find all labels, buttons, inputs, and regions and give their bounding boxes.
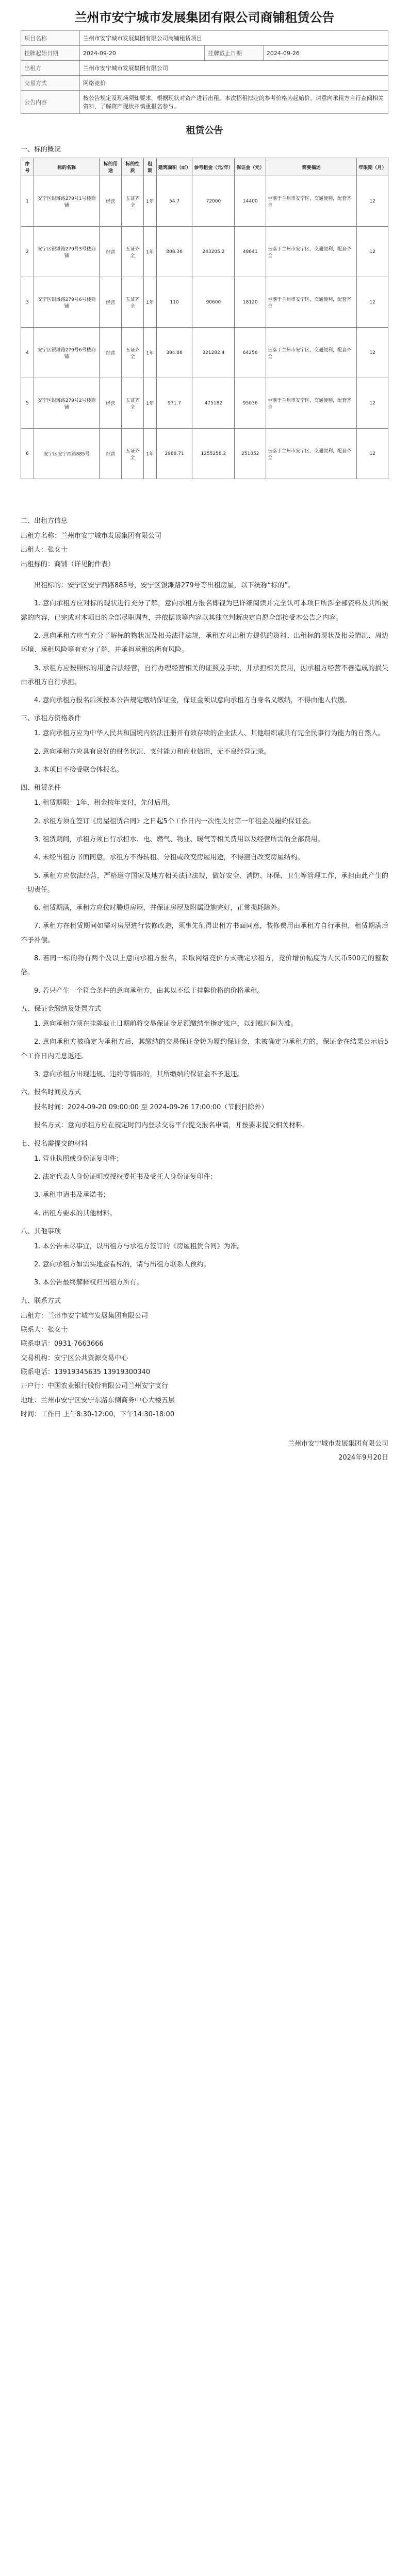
table-cell-desc: 坐落于兰州市安宁区，交通便利，配套齐全 <box>266 227 357 277</box>
section-heading: 三、承租方资格条件 <box>21 715 81 723</box>
table-cell-rent: 1255258.2 <box>192 429 235 479</box>
table-cell-no: 3 <box>21 277 34 328</box>
section-heading: 七、报名需提交的材料 <box>21 1140 88 1148</box>
table-row <box>21 328 388 378</box>
meta-row <box>21 46 388 61</box>
body-paragraph: 3. 本公告最终解释权归出租方所有。 <box>34 1279 143 1287</box>
meta-value: 按公告规定及现场须知要求，根据现状对资产进行出租。本次招租拟定的参考价格为起始价。请意向承租方自行查阅相关资料，了解资产现状并慎重报名参与。 <box>79 91 388 114</box>
col-header: 序号 <box>21 158 34 176</box>
table-cell-desc: 坐落于兰州市安宁区，交通便利，配套齐全 <box>266 429 357 479</box>
table-cell-no: 2 <box>21 227 34 277</box>
property-table <box>21 158 388 479</box>
meta-label: 出租方 <box>21 61 80 76</box>
table-cell-deposit: 64256 <box>235 328 266 378</box>
meta-row <box>21 91 388 114</box>
table-cell-nature: 五证齐全 <box>122 176 144 227</box>
contact-heading: 九、联系方式 <box>21 1297 61 1305</box>
col-header: 租期 <box>143 158 156 176</box>
body-paragraph: 1. 租赁期限：1年，租金按年支付，先付后用。 <box>34 799 174 807</box>
section-heading: 八、其他事项 <box>21 1227 61 1235</box>
body-paragraph: 3. 承租方应按照标的用途合法经营，自行办理经营相关的证照及手续，并承担相关费用，因承租方经营不善造成的损失由承租方自行承担。 <box>21 664 388 686</box>
table-row <box>21 176 388 227</box>
table-cell-rent: 321282.4 <box>192 328 235 378</box>
meta-value: 网络竞价 <box>79 76 388 91</box>
lessor-line: 出租标的：商铺（详见附件表） <box>21 560 115 568</box>
body-paragraph: 7. 承租方在租赁期间如需对房屋进行装修改造，须事先征得出租方书面同意，装修费用由承租方自行承担，租赁期满后不予补偿。 <box>21 922 388 944</box>
table-cell-rent: 72000 <box>192 176 235 227</box>
meta-label: 挂牌起始日期 <box>21 46 80 61</box>
table-cell-area: 110 <box>156 277 192 328</box>
body-paragraph: 2. 意向承租方如需实地查看标的，请与出租方联系人预约。 <box>34 1261 210 1269</box>
meta-label: 挂牌截止日期 <box>204 46 263 61</box>
meta-label: 公告内容 <box>21 91 80 114</box>
section-heading: 二、出租方信息 <box>21 517 68 526</box>
table-cell-no: 1 <box>21 176 34 227</box>
body-paragraph: 报名时间：2024-09-20 09:00:00 至 2024-09-26 17:00:00（节假日除外） <box>34 1104 268 1112</box>
table-cell-desc: 坐落于兰州市安宁区，交通便利，配套齐全 <box>266 378 357 429</box>
table-cell-name: 安宁区银滩路279号1号楼商铺 <box>34 176 100 227</box>
table-cell-name: 安宁区银滩路279号2号楼商铺 <box>34 378 100 429</box>
body-paragraph: 2. 意向承租方应具有良好的财务状况、支付能力和商业信用，无不良经营记录。 <box>34 748 271 756</box>
contact-line: 联系人：张女士 <box>21 1326 68 1334</box>
body-paragraph: 3. 租赁期间，承租方须自行承担水、电、燃气、物业、暖气等相关费用以及经营所需的全部费用。 <box>34 835 324 843</box>
body-paragraph: 3. 意向承租方出现违规、违约等情形的，其所缴纳的保证金不予退还。 <box>34 1070 244 1078</box>
table-cell-rent: 90600 <box>192 277 235 328</box>
section-heading: 五、保证金缴纳及处置方式 <box>21 1005 102 1013</box>
table-cell-nature: 五证齐全 <box>122 378 144 429</box>
contact-line: 联系电话：13919345635 13919300340 <box>21 1368 151 1376</box>
contact-line: 交易机构：安宁区公共资源交易中心 <box>21 1354 128 1362</box>
body-paragraph: 1. 本公告未尽事宜，以出租方与承租方签订的《房屋租赁合同》为准。 <box>34 1242 244 1250</box>
meta-value: 2024-09-20 <box>79 46 204 61</box>
table-cell-term: 1年 <box>143 378 156 429</box>
body-paragraph: 3. 本项目不接受联合体报名。 <box>34 766 123 774</box>
table-cell-area: 54.7 <box>156 176 192 227</box>
contact-line: 开户行：中国农业银行股份有限公司兰州安宁支行 <box>21 1382 169 1391</box>
table-cell-no: 4 <box>21 328 34 378</box>
col-header: 简要描述 <box>266 158 357 176</box>
body-paragraph: 报名方式：意向承租方应在规定时间内登录交易平台提交报名申请，并按要求提交相关材料。 <box>34 1122 309 1130</box>
body-paragraph: 4. 意向承租方报名后须按本公告规定缴纳保证金，保证金须以意向承租方自身名义缴纳，不得由他人代缴。 <box>34 697 351 705</box>
section-heading: 一、标的概况 <box>21 146 61 154</box>
col-header: 建筑面积（㎡） <box>156 158 192 176</box>
table-cell-months: 12 <box>357 227 388 277</box>
table-cell-area: 971.7 <box>156 378 192 429</box>
table-cell-nature: 五证齐全 <box>122 328 144 378</box>
section-heading: 四、租赁条件 <box>21 784 61 792</box>
table-cell-name: 安宁区安宁西路885号 <box>34 429 100 479</box>
table-cell-term: 1年 <box>143 176 156 227</box>
table-cell-nature: 五证齐全 <box>122 429 144 479</box>
col-header: 标的性质 <box>122 158 144 176</box>
contact-line: 地址：兰州市安宁区安宁东路东侧商务中心大楼五层 <box>21 1396 175 1404</box>
table-row <box>21 277 388 328</box>
lessor-line: 出租人：张女士 <box>21 546 68 554</box>
table-cell-deposit: 14400 <box>235 176 266 227</box>
table-cell-use: 经营 <box>100 378 122 429</box>
table-cell-deposit: 95036 <box>235 378 266 429</box>
body-paragraph: 5. 承租方应依法经营，严格遵守国家及地方相关法律法规，做好安全、消防、环保、卫生等管理工作，承担由此产生的一切责任。 <box>21 872 388 894</box>
table-cell-deposit: 251052 <box>235 429 266 479</box>
table-cell-area: 2988.71 <box>156 429 192 479</box>
table-cell-use: 经营 <box>100 277 122 328</box>
contact-line: 出租方：兰州市安宁城市发展集团有限公司 <box>21 1312 149 1320</box>
body-paragraph: 1. 营业执照或身份证复印件； <box>34 1155 123 1163</box>
meta-label: 项目名称 <box>21 31 80 46</box>
table-cell-desc: 坐落于兰州市安宁区，交通便利，配套齐全 <box>266 277 357 328</box>
body-paragraph: 2. 法定代表人身份证明或授权委托书及受托人身份证复印件； <box>34 1173 217 1181</box>
table-cell-term: 1年 <box>143 227 156 277</box>
meta-value: 兰州市安宁城市发展集团有限公司 <box>79 61 388 76</box>
section-heading: 六、报名时间及方式 <box>21 1089 81 1097</box>
body-paragraph: 4. 未经出租方书面同意，承租方不得转租、分租或改变房屋用途，不得擅自改变房屋结构。 <box>34 854 304 862</box>
meta-value: 兰州市安宁城市发展集团有限公司商铺租赁项目 <box>79 31 388 46</box>
intro-paragraph: 出租标的：安宁区安宁西路885号，安宁区银滩路279号等出租房屋，以下统称“标的”。 <box>34 582 295 590</box>
table-cell-use: 经营 <box>100 429 122 479</box>
col-header: 标的用途 <box>100 158 122 176</box>
body-paragraph: 2. 意向承租方应当充分了解标的物状况及相关法律法规，承租方对出租方提供的资料、出租标的现状及相关情况、周边环境、承租风险等有充分了解，并承担承租的所有风险。 <box>21 632 388 654</box>
table-cell-months: 12 <box>357 378 388 429</box>
body-paragraph: 1. 意向承租方须在挂牌截止日期前将交易保证金足额缴纳至指定账户，以到账时间为准。 <box>34 1020 298 1028</box>
body-paragraph: 9. 若只产生一个符合条件的意向承租方，由其以不低于挂牌价格的价格承租。 <box>34 987 264 995</box>
signature-org: 兰州市安宁城市发展集团有限公司 <box>287 1440 388 1448</box>
body-paragraph: 4. 出租方要求的其他材料。 <box>34 1209 117 1217</box>
table-cell-name: 安宁区银滩路279号6号楼商铺 <box>34 328 100 378</box>
table-cell-months: 12 <box>357 429 388 479</box>
meta-value: 2024-09-26 <box>263 46 388 61</box>
contact-line: 时间：工作日 上午8:30-12:00，下午14:30-18:00 <box>21 1410 175 1418</box>
meta-row <box>21 76 388 91</box>
page-title: 兰州市安宁城市发展集团有限公司商铺租赁公告 <box>74 10 335 25</box>
table-row <box>21 227 388 277</box>
table-cell-area: 808.36 <box>156 227 192 277</box>
table-row <box>21 378 388 429</box>
col-header: 参考租金（元/年） <box>192 158 235 176</box>
body-paragraph: 1. 意向承租方应对标的现状进行充分了解，意向承租方报名即视为已详细阅读并完全认可本项目所涉全部资料及其所披露的内容，已完成对本项目的全部尽职调查，并依据该等内容以其独立判断决定自愿全部接受本公告之内容。 <box>21 600 388 622</box>
col-header: 保证金（元） <box>235 158 266 176</box>
table-cell-deposit: 48641 <box>235 227 266 277</box>
property-table-header <box>21 158 388 176</box>
meta-row <box>21 31 388 46</box>
lessor-line: 出租方名称：兰州市安宁城市发展集团有限公司 <box>21 532 162 540</box>
table-cell-term: 1年 <box>143 429 156 479</box>
meta-label: 交易方式 <box>21 76 80 91</box>
table-cell-nature: 五证齐全 <box>122 277 144 328</box>
table-cell-no: 6 <box>21 429 34 479</box>
body-paragraph: 8. 若同一标的物有两个及以上意向承租方报名，采取网络竞价方式确定承租方，竞价增价幅度为人民币500元的整数倍。 <box>21 955 388 977</box>
table-cell-use: 经营 <box>100 227 122 277</box>
body-paragraph: 3. 承租申请书及承诺书； <box>34 1191 110 1199</box>
table-cell-months: 12 <box>357 277 388 328</box>
table-cell-term: 1年 <box>143 277 156 328</box>
signature-date: 2024年9月20日 <box>338 1454 388 1462</box>
table-cell-term: 1年 <box>143 328 156 378</box>
table-cell-desc: 坐落于兰州市安宁区，交通便利，配套齐全 <box>266 176 357 227</box>
announcement-subtitle: 租赁公告 <box>186 125 223 137</box>
body-paragraph: 2. 承租方须在签订《房屋租赁合同》之日起5个工作日内一次性支付第一年租金及履约保证金。 <box>34 817 315 825</box>
body-paragraph: 6. 租赁期满，承租方应按时腾退房屋，并保证房屋及附属设施完好，正常损耗除外。 <box>34 904 284 912</box>
table-cell-area: 384.86 <box>156 328 192 378</box>
body-paragraph: 2. 意向承租方被确定为承租方后，其缴纳的交易保证金转为履约保证金，未被确定为承租方的，保证金在结果公示后5个工作日内无息返还。 <box>21 1038 388 1060</box>
table-cell-months: 12 <box>357 176 388 227</box>
table-cell-desc: 坐落于兰州市安宁区，交通便利，配套齐全 <box>266 328 357 378</box>
table-cell-no: 5 <box>21 378 34 429</box>
table-cell-rent: 243205.2 <box>192 227 235 277</box>
contact-line: 联系电话：0931-7663666 <box>21 1340 104 1348</box>
meta-row <box>21 61 388 76</box>
body-paragraph: 1. 意向承租方应为中华人民共和国境内依法注册并有效存续的企业法人、其他组织或具有完全民事行为能力的自然人。 <box>34 730 385 738</box>
table-cell-deposit: 18120 <box>235 277 266 328</box>
col-header: 年限期（月） <box>357 158 388 176</box>
table-cell-use: 经营 <box>100 176 122 227</box>
table-cell-use: 经营 <box>100 328 122 378</box>
table-cell-rent: 475182 <box>192 378 235 429</box>
table-cell-name: 安宁区银滩路279号3号楼商铺 <box>34 227 100 277</box>
table-cell-name: 安宁区银滩路279号6号楼商铺 <box>34 277 100 328</box>
table-cell-nature: 五证齐全 <box>122 227 144 277</box>
table-cell-months: 12 <box>357 328 388 378</box>
meta-table <box>21 30 388 114</box>
col-header: 标的名称 <box>34 158 100 176</box>
table-row <box>21 429 388 479</box>
